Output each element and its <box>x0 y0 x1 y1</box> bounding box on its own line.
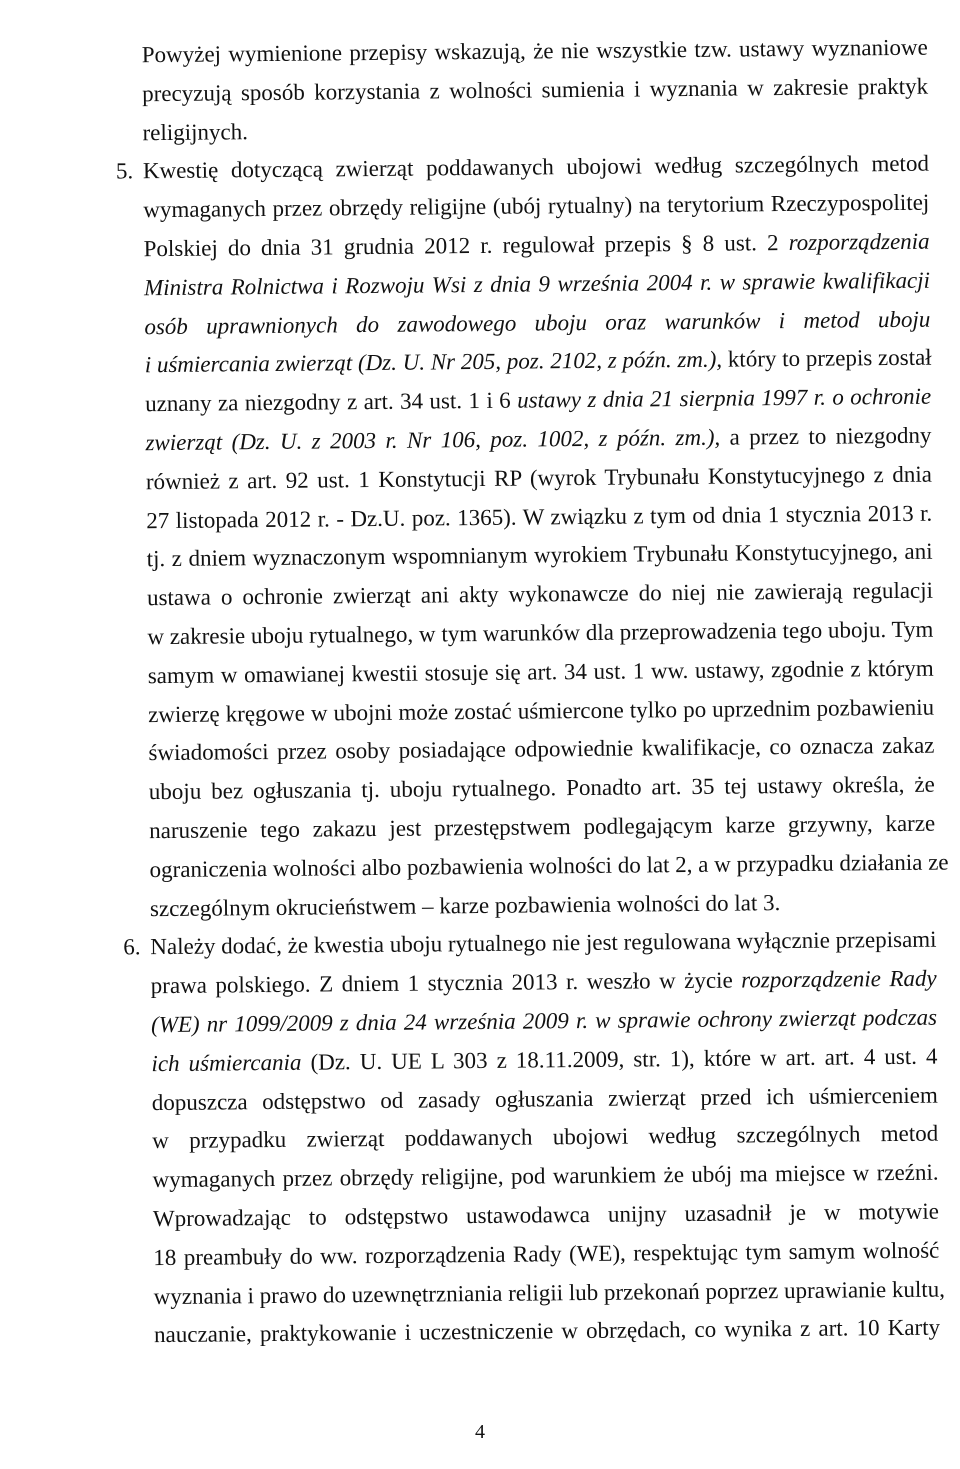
text-run: precyzują sposób korzystania z wolności sumienia i wyznania w zakresie praktyk <box>142 73 929 107</box>
text-line <box>145 422 931 458</box>
text-line <box>145 383 931 419</box>
text-run: ustawa o ochronie zwierząt ani akty wykonawcze do niej nie zawierają regulacji <box>146 577 934 611</box>
text-line <box>143 150 929 186</box>
text-run: a przez to niezgodny <box>720 422 932 450</box>
text-line <box>144 267 930 303</box>
text-run: w przypadku zwierząt poddawanych ubojowi według szczególnych metod <box>152 1120 939 1154</box>
text-line <box>147 577 933 613</box>
text-run: zwierzę kręgowe w ubojni może zostać uśmiercone tylko po uprzednim pozbawieniu <box>148 694 935 728</box>
text-line <box>146 500 932 536</box>
italic-citation: Ministra Rolnictwa i Rozwoju Wsi z dnia 9 września 2004 r. w sprawie kwalifikacji <box>143 267 931 301</box>
text-line <box>144 228 930 264</box>
text-line <box>148 732 934 768</box>
text-run: wymaganych przez obrzędy religijne, pod warunkiem że ubój ma miejsce w rzeźni. <box>152 1159 939 1193</box>
italic-citation: (WE) nr 1099/2009 z dnia 24 września 2009 r. w sprawie ochrony zwierząt podczas <box>150 1004 938 1038</box>
text-line <box>145 344 931 380</box>
text-line <box>151 1004 937 1040</box>
text-line <box>152 1082 938 1118</box>
text-run: Należy dodać, że kwestia uboju rytualnego nie jest regulowana wyłącznie przepisami <box>150 926 937 960</box>
text-line <box>149 849 949 885</box>
text-run: Wprowadzając to odstępstwo ustawodawca unijny uzasadnił je w motywie <box>152 1198 940 1232</box>
text-run: również z art. 92 ust. 1 Konstytucji RP (wyrok Trybunału Konstytucyjnego z dnia <box>145 461 932 495</box>
text-run: 18 preambuły do ww. rozporządzenia Rady (WE), respektując tym samym wolność <box>153 1237 940 1271</box>
text-run: szczególnym okrucieństwem – karze pozbawienia wolności do lat 3. <box>149 890 781 922</box>
text-run: świadomości przez osoby posiadające odpowiednie kwalifikacje, co oznacza zakaz <box>148 732 935 766</box>
text-line <box>143 189 929 225</box>
text-line <box>142 118 248 147</box>
text-line <box>151 965 937 1001</box>
list-number: 6. <box>123 934 141 960</box>
text-run: wyznania i prawo do uzewnętrzniania religii lub przekonań poprzez uprawianie kultu, <box>153 1276 946 1310</box>
text-run: prawa polskiego. Z dniem 1 stycznia 2013 r. weszło w życie <box>150 967 742 999</box>
text-line <box>152 1159 938 1195</box>
text-run: dopuszcza odstępstwo od zasady ogłuszania zwierząt przed ich uśmierceniem <box>151 1082 938 1116</box>
text-run: tj. z dniem wyznaczonym wspomnianym wyrokiem Trybunału Konstytucyjnego, ani <box>146 538 933 572</box>
text-run: który to przepis został <box>721 344 932 372</box>
text-line <box>146 461 932 497</box>
italic-citation: ich uśmiercania <box>151 1049 302 1077</box>
text-run: wymaganych przez obrzędy religijne (ubój rytualny) na terytorium Rzeczypospolitej <box>143 189 930 223</box>
text-run: naruszenie tego zakazu jest przestępstwem podlegającym karze grzywny, karze <box>149 810 936 844</box>
text-run: samym w omawianej kwestii stosuje się art. 34 ust. 1 ww. ustawy, zgodnie z którym <box>147 655 934 689</box>
text-run: nauczanie, praktykowanie i uczestniczenie w obrzędach, co wynika z art. 10 Karty <box>153 1314 941 1348</box>
text-run: (Dz. U. UE L 303 z 18.11.2009, str. 1), które w art. art. 4 ust. 4 <box>301 1043 938 1075</box>
page-number: 4 <box>475 1421 485 1443</box>
text-run: w zakresie uboju rytualnego, w tym warunków dla przeprowadzenia tego uboju. Tym <box>147 616 934 650</box>
text-run: Polskiej do dnia 31 grudnia 2012 r. regulował przepis § 8 ust. 2 <box>143 230 789 262</box>
text-run: Powyżej wymienione przepisy wskazują, że nie wszystkie tzw. ustawy wyznaniowe <box>141 34 928 68</box>
text-line <box>153 1237 939 1273</box>
list-number: 5. <box>115 158 134 184</box>
text-line <box>152 1120 938 1156</box>
italic-citation: rozporządzenie Rady <box>741 965 937 993</box>
text-line <box>150 889 781 923</box>
italic-citation: i uśmiercania zwierząt (Dz. U. Nr 205, poz. 2102, z późn. zm.), <box>144 346 723 378</box>
text-line <box>149 771 935 807</box>
text-run: uznany za niezgodny z art. 34 ust. 1 i 6 <box>145 387 518 417</box>
text-line <box>146 538 932 574</box>
text-run: 27 listopada 2012 r. - Dz.U. poz. 1365). W związku z tym od dnia 1 stycznia 2013 r. <box>146 500 933 534</box>
text-run: Kwestię dotyczącą zwierząt poddawanych ubojowi według szczególnych metod <box>142 150 929 184</box>
text-line <box>142 73 928 109</box>
text-run: ograniczenia wolności albo pozbawienia wolności do lat 2, a w przypadku działania ze <box>149 849 949 883</box>
text-line <box>144 306 930 342</box>
text-line <box>148 655 934 691</box>
text-line <box>142 34 928 70</box>
text-line <box>153 1198 939 1234</box>
text-line <box>147 616 933 652</box>
italic-citation: rozporządzenia <box>788 228 930 256</box>
text-run: religijnych. <box>142 119 249 146</box>
text-line <box>151 1043 937 1079</box>
text-line <box>149 810 935 846</box>
text-line <box>153 1276 946 1312</box>
text-line <box>148 694 934 730</box>
italic-citation: osób uprawnionych do zawodowego uboju oraz warunków i metod uboju <box>144 306 931 340</box>
text-line <box>150 926 936 962</box>
italic-citation: zwierząt (Dz. U. z 2003 r. Nr 106, poz. 1002, z późn. zm.), <box>145 424 721 456</box>
italic-citation: ustawy z dnia 21 sierpnia 1997 r. o ochronie <box>517 383 932 413</box>
text-run: uboju bez ogłuszania tj. uboju rytualnego. Ponadto art. 35 tej ustawy określa, że <box>148 771 935 805</box>
text-line <box>154 1314 940 1350</box>
